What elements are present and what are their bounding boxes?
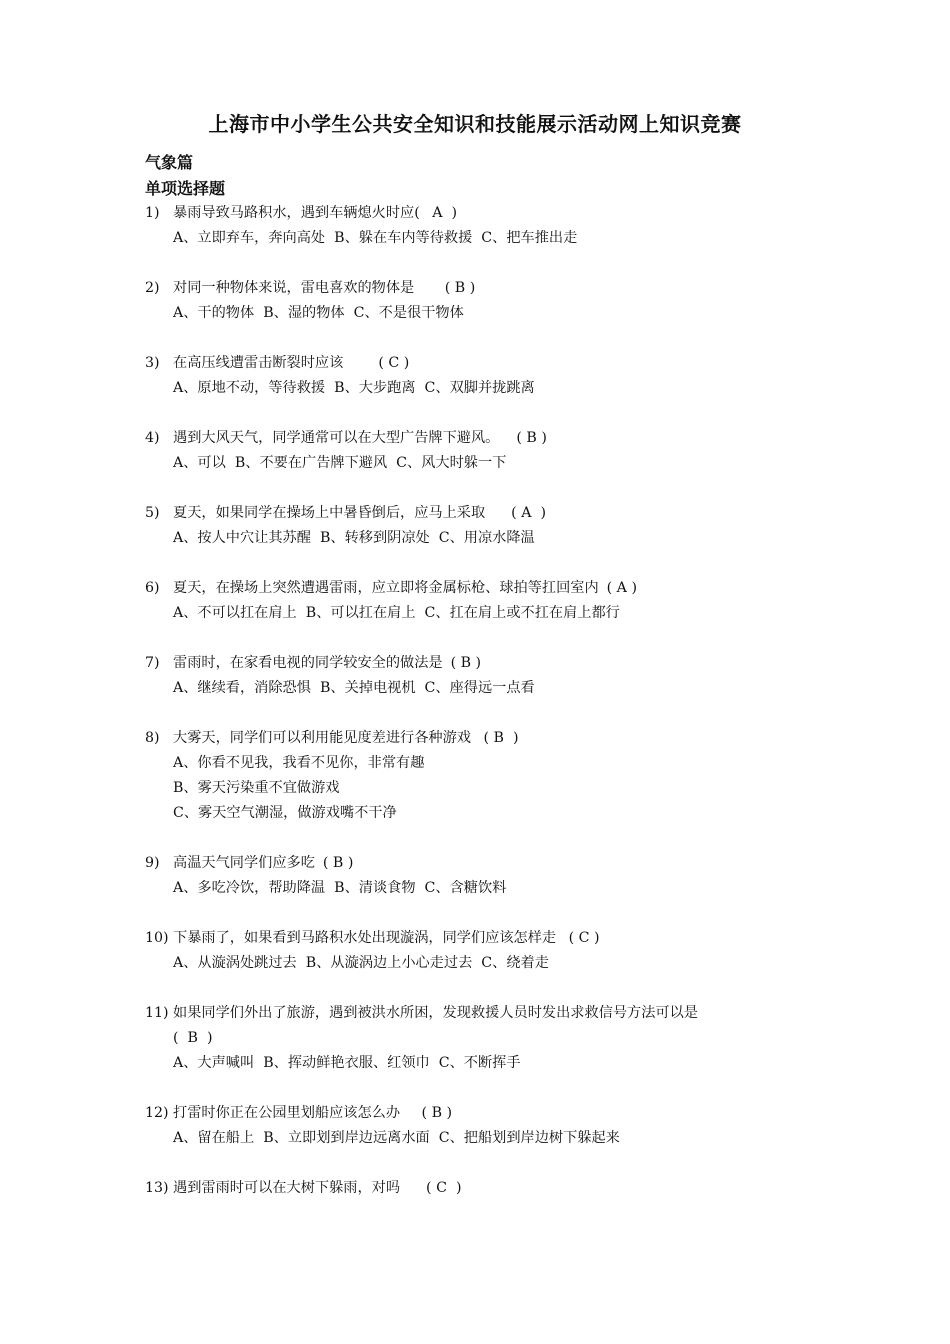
question-options: A、可以 B、不要在广告牌下避风 C、风大时躲一下 — [173, 455, 507, 471]
question-options: A、按人中穴让其苏醒 B、转移到阴凉处 C、用凉水降温 — [173, 530, 535, 546]
question-item — [145, 1101, 825, 1151]
question-answer: ( C ) — [408, 1180, 462, 1196]
question-options: A、大声喊叫 B、挥动鲜艳衣服、红领巾 C、不断挥手 — [173, 1055, 521, 1071]
question-answer: ( A ) — [606, 580, 637, 596]
question-number: 12) — [145, 1105, 169, 1121]
question-number: 13) — [145, 1180, 169, 1196]
question-text: 大雾天，同学们可以利用能见度差进行各种游戏 — [173, 730, 471, 746]
question-item — [145, 201, 825, 251]
page-title: 上海市中小学生公共安全知识和技能展示活动网上知识竞赛 — [208, 112, 742, 136]
question-text: 夏天，在操场上突然遭遇雷雨，应立即将金属标枪、球拍等扛回室内 — [173, 580, 599, 596]
question-options: A、多吃冷饮，帮助降温 B、清谈食物 C、含糖饮料 — [173, 880, 507, 896]
question-answer: ( B ) — [478, 730, 519, 746]
question-number: 4) — [145, 430, 160, 446]
question-answer: ( C ) — [564, 930, 600, 946]
question-text: 遇到大风天气，同学通常可以在大型广告牌下避风。 — [173, 430, 500, 446]
question-item — [145, 1001, 825, 1076]
question-number: 2) — [145, 280, 160, 296]
question-item — [145, 576, 825, 626]
question-item — [145, 651, 825, 701]
question-answer: ( B ) — [450, 655, 482, 671]
question-answer: ( A ) — [493, 505, 547, 521]
question-item — [145, 276, 825, 326]
question-option-c: C、雾天空气潮湿，做游戏嘴不干净 — [173, 805, 397, 821]
question-item — [145, 926, 825, 976]
question-item — [145, 1176, 825, 1201]
question-item — [145, 851, 825, 901]
question-item — [145, 726, 825, 826]
question-item — [145, 501, 825, 551]
question-number: 3) — [145, 355, 160, 371]
question-options: A、立即弃车，奔向高处 B、躲在车内等待救援 C、把车推出走 — [173, 230, 578, 246]
question-item — [145, 351, 825, 401]
question-text: 下暴雨了，如果看到马路积水处出现漩涡，同学们应该怎样走 — [173, 930, 557, 946]
subsection-heading: 单项选择题 — [145, 179, 226, 198]
question-options: A、从漩涡处跳过去 B、从漩涡边上小心走过去 C、绕着走 — [173, 955, 549, 971]
question-text: 暴雨导致马路积水，遇到车辆熄火时应( — [173, 205, 420, 221]
question-number: 6) — [145, 580, 160, 596]
question-options: A、不可以扛在肩上 B、可以扛在肩上 C、扛在肩上或不扛在肩上都行 — [173, 605, 620, 621]
question-answer: ( C ) — [351, 355, 410, 371]
question-options: A、继续看，消除恐惧 B、关掉电视机 C、座得远一点看 — [173, 680, 535, 696]
section-heading: 气象篇 — [145, 153, 194, 172]
question-number: 10) — [145, 930, 169, 946]
question-number: 9) — [145, 855, 160, 871]
question-answer: ( B ) — [422, 280, 476, 296]
question-option-a: A、你看不见我，我看不见你，非常有趣 — [173, 755, 425, 771]
question-text: 高温天气同学们应多吃 — [173, 855, 315, 871]
question-list — [145, 201, 825, 1226]
question-number: 7) — [145, 655, 160, 671]
question-text: 在高压线遭雷击断裂时应该 — [173, 355, 344, 371]
question-text: 夏天，如果同学在操场上中暑昏倒后，应马上采取 — [173, 505, 486, 521]
question-number: 8) — [145, 730, 160, 746]
question-number: 11) — [145, 1005, 169, 1021]
question-options: A、干的物体 B、湿的物体 C、不是很干物体 — [173, 305, 464, 321]
question-options: A、原地不动，等待救援 B、大步跑离 C、双脚并拢跳离 — [173, 380, 535, 396]
question-text: 对同一种物体来说，雷电喜欢的物体是 — [173, 280, 415, 296]
question-item — [145, 426, 825, 476]
question-options: A、留在船上 B、立即划到岸边远离水面 C、把船划到岸边树下躲起来 — [173, 1130, 620, 1146]
question-answer: ( B ) — [173, 1030, 213, 1046]
question-answer: A ) — [427, 205, 458, 221]
question-answer: ( B ) — [408, 1105, 453, 1121]
question-number: 1) — [145, 205, 160, 221]
question-text: 如果同学们外出了旅游，遇到被洪水所困，发现救援人员时发出求救信号方法可以是 — [173, 1005, 698, 1021]
question-number: 5) — [145, 505, 160, 521]
question-option-b: B、雾天污染重不宜做游戏 — [173, 780, 340, 796]
question-answer: ( B ) — [507, 430, 547, 446]
question-text: 打雷时你正在公园里划船应该怎么办 — [173, 1105, 401, 1121]
question-text: 遇到雷雨时可以在大树下躲雨，对吗 — [173, 1180, 401, 1196]
question-answer: ( B ) — [322, 855, 354, 871]
question-text: 雷雨时，在家看电视的同学较安全的做法是 — [173, 655, 443, 671]
